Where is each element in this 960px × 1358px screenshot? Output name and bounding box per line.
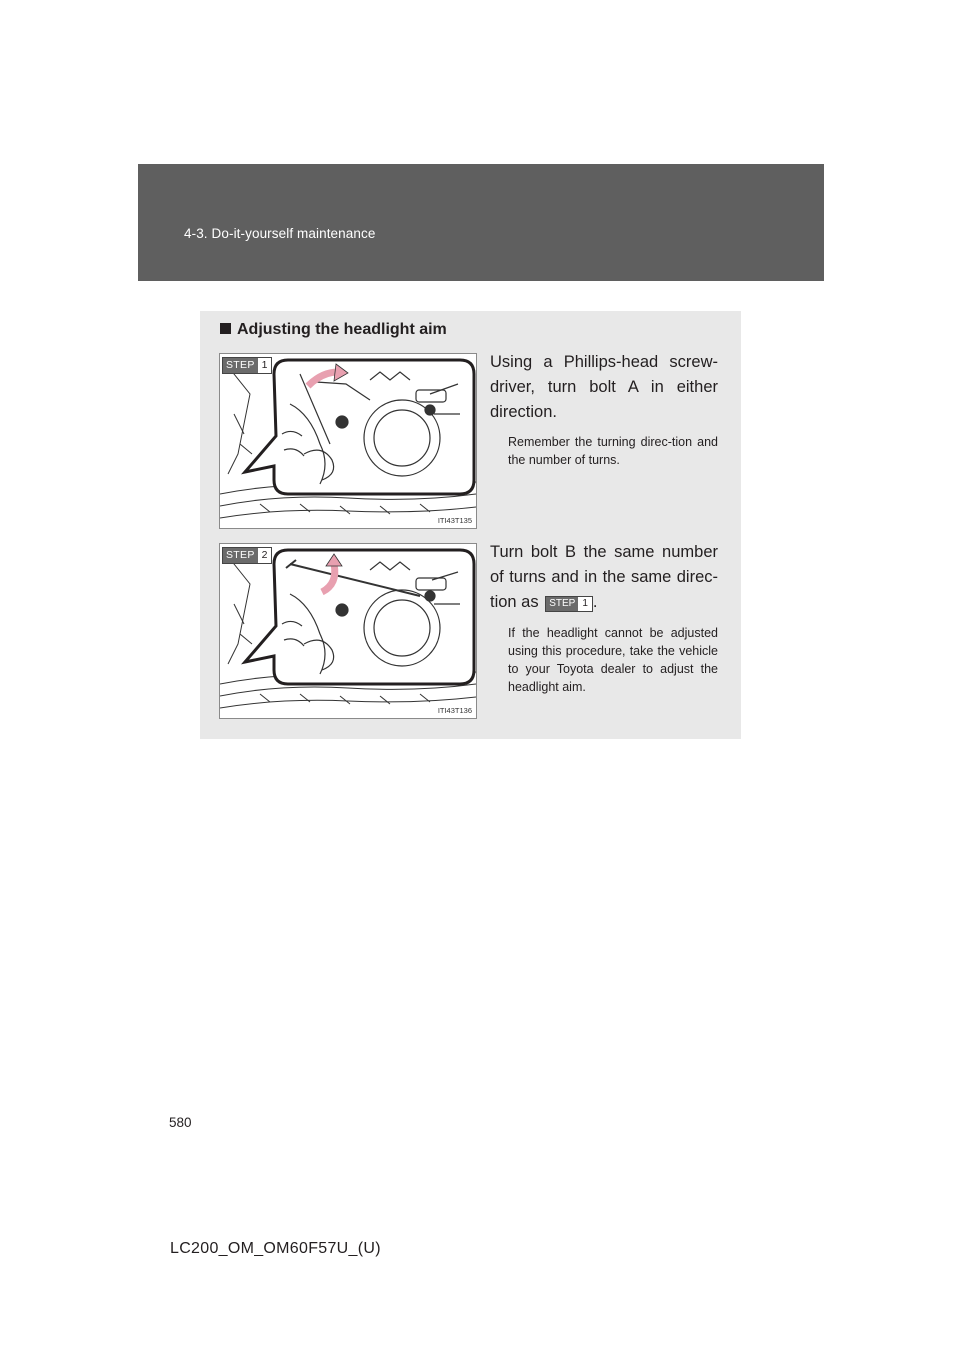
- step-2-text-end: .: [592, 593, 598, 611]
- step-1-reference-badge: [545, 596, 593, 612]
- section-heading-text: Adjusting the headlight aim: [237, 321, 447, 338]
- document-code: LC200_OM_OM60F57U_(U): [170, 1240, 381, 1257]
- step-badge-number: 2: [261, 549, 268, 561]
- step-2-illustration: [219, 543, 477, 719]
- step-1-note: Remember the turning direc-tion and the number of turns.: [508, 435, 718, 467]
- step-badge-word: STEP: [223, 358, 258, 373]
- step-2-note: If the headlight cannot be adjusted using this procedure, take the vehicle to your Toyota dealer to adjust the headlight aim.: [508, 626, 718, 694]
- header-band: [138, 164, 824, 281]
- headlight-bolt-a-drawing: [220, 354, 476, 528]
- content-box: [200, 311, 741, 739]
- section-heading: [220, 321, 447, 339]
- step-2-text: [490, 540, 718, 615]
- page-number: 580: [169, 1115, 192, 1130]
- square-bullet-icon: [220, 323, 231, 334]
- figure-code: ITI43T136: [437, 706, 472, 715]
- step-badge-number: 1: [582, 598, 588, 609]
- step-1-badge: [222, 357, 272, 374]
- headlight-bolt-b-drawing: [220, 544, 476, 718]
- section-title: 4-3. Do-it-yourself maintenance: [184, 226, 376, 241]
- step-badge-word: STEP: [546, 597, 578, 611]
- figure-code: ITI43T135: [437, 516, 472, 525]
- step-2-text-main: Turn bolt B the same number of turns and in the same direc-tion as: [490, 543, 718, 611]
- step-badge-word: STEP: [223, 548, 258, 563]
- step-badge-number: 1: [261, 359, 268, 371]
- step-2-badge: [222, 547, 272, 564]
- step-1-illustration: [219, 353, 477, 529]
- step-1-text: Using a Phillips-head screw-driver, turn bolt A in either direction.: [490, 353, 718, 421]
